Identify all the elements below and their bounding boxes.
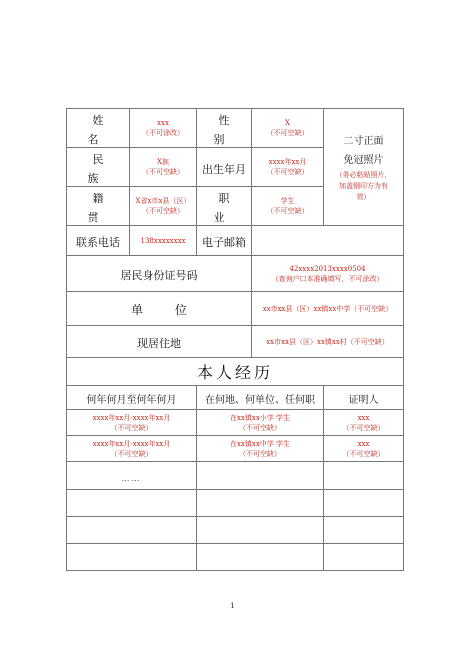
- experience-place: 在xx镇xx中学 学生: [229, 439, 291, 448]
- photo-note-line2: 加盖钢印方为有: [339, 181, 388, 190]
- experience-empty-cell[interactable]: [197, 517, 324, 544]
- experience-period: xxxx年xx月-xxxx年xx月: [92, 413, 171, 422]
- experience-empty-cell[interactable]: [197, 462, 324, 490]
- birth-label-cell: [197, 148, 252, 187]
- ethnicity-label: 民 族: [87, 153, 114, 185]
- id-label-cell: [67, 256, 252, 292]
- gender-label-cell: [197, 109, 252, 148]
- experience-period: xxxx年xx月-xxxx年xx月: [92, 439, 171, 448]
- experience-ellipsis-cell[interactable]: [67, 462, 197, 490]
- experience-empty-cell[interactable]: [324, 517, 404, 544]
- gender-value: X: [285, 119, 290, 127]
- row-name-gender: [67, 109, 404, 148]
- birth-note: （不可空缺）: [266, 168, 309, 176]
- unit-label-cell: [67, 292, 252, 326]
- row-experience-title: [67, 358, 404, 386]
- experience-title: 本人经历: [196, 363, 273, 382]
- job-value: 学生: [280, 197, 295, 205]
- address-value: xx市xx县（区）xx镇xx村（不可空缺）: [266, 337, 389, 346]
- gender-label: 性 别: [213, 114, 240, 146]
- photo-note-line3: 效）: [356, 192, 371, 201]
- experience-witness-cell[interactable]: [324, 436, 404, 462]
- experience-row-empty: [67, 517, 404, 544]
- email-label-cell: [197, 226, 252, 256]
- birth-label: 出生年月: [202, 162, 246, 176]
- photo-title-line2: 免冠照片: [343, 154, 384, 166]
- experience-empty-cell[interactable]: [324, 462, 404, 490]
- id-value-cell[interactable]: [252, 256, 404, 292]
- experience-place-note: （不可空缺）: [239, 449, 281, 458]
- experience-witness-note: （不可空缺）: [342, 423, 385, 432]
- experience-period-cell[interactable]: [67, 436, 197, 462]
- experience-empty-cell[interactable]: [197, 544, 324, 571]
- col-period-label: 何年何月至何年何月: [86, 395, 177, 406]
- experience-witness-note: （不可空缺）: [342, 449, 385, 458]
- experience-row-empty: [67, 544, 404, 571]
- job-value-cell[interactable]: [252, 187, 324, 226]
- birth-value-cell[interactable]: [252, 148, 324, 187]
- id-note: （查询户口本准确填写，不可涂改）: [271, 274, 384, 283]
- address-label-cell: [67, 326, 252, 358]
- name-note: （不可涂改）: [142, 129, 184, 137]
- unit-value: xx市xx县（区）xx镇xx中学（不可空缺）: [262, 304, 393, 313]
- email-value-cell[interactable]: [252, 226, 404, 256]
- experience-row: [67, 436, 404, 462]
- registration-form-table: [66, 108, 404, 571]
- col-period-header: [67, 386, 197, 410]
- row-address: [67, 326, 404, 358]
- experience-empty-cell[interactable]: [197, 490, 324, 517]
- job-label-cell: [197, 187, 252, 226]
- experience-empty-cell[interactable]: [67, 517, 197, 544]
- name-value-cell[interactable]: [130, 109, 197, 148]
- native-label: 籍 贯: [87, 192, 114, 224]
- address-label: 现居住地: [137, 337, 181, 350]
- row-phone-email: [67, 226, 404, 256]
- experience-row: [67, 410, 404, 436]
- gender-note: （不可空缺）: [266, 129, 309, 137]
- phone-label: 联系电话: [76, 236, 120, 249]
- experience-period-note: （不可空缺）: [110, 449, 153, 458]
- col-place-header: [197, 386, 324, 410]
- phone-value: 138xxxxxxxx: [140, 236, 186, 245]
- experience-place-note: （不可空缺）: [239, 423, 281, 432]
- experience-place-cell[interactable]: [197, 410, 324, 436]
- experience-row-empty: [67, 490, 404, 517]
- photo-cell[interactable]: [324, 109, 404, 226]
- photo-title-line1: 二寸正面: [343, 135, 384, 147]
- job-label: 职 业: [213, 192, 240, 224]
- email-label: 电子邮箱: [202, 236, 246, 249]
- page-number: 1: [230, 602, 235, 610]
- address-value-cell[interactable]: [252, 326, 404, 358]
- col-witness-label: 证明人: [348, 395, 379, 406]
- native-value-cell[interactable]: [130, 187, 197, 226]
- unit-value-cell[interactable]: [252, 292, 404, 326]
- row-unit: [67, 292, 404, 326]
- id-value: 42xxxx2013xxxx0504: [289, 264, 366, 273]
- ethnicity-label-cell: [67, 148, 130, 187]
- experience-period-cell[interactable]: [67, 410, 197, 436]
- experience-row-ellipsis: [67, 462, 404, 490]
- native-label-cell: [67, 187, 130, 226]
- ethnicity-value-cell[interactable]: [130, 148, 197, 187]
- name-label-cell: [67, 109, 130, 148]
- native-note: （不可空缺）: [142, 207, 184, 215]
- experience-place: 在xx镇xx小学 学生: [229, 413, 291, 422]
- experience-witness: xxx: [357, 413, 370, 422]
- experience-place-cell[interactable]: [197, 436, 324, 462]
- experience-empty-cell[interactable]: [324, 544, 404, 571]
- name-value: xxx: [157, 119, 169, 127]
- unit-label: 单 位: [131, 303, 201, 317]
- phone-label-cell: [67, 226, 130, 256]
- phone-value-cell[interactable]: [130, 226, 197, 256]
- gender-value-cell[interactable]: [252, 109, 324, 148]
- ellipsis-text: ……: [121, 474, 142, 483]
- birth-value: xxxx年xx月: [268, 158, 307, 166]
- experience-period-note: （不可空缺）: [110, 423, 153, 432]
- name-label: 姓 名: [87, 114, 114, 146]
- ethnicity-note: （不可空缺）: [142, 168, 184, 176]
- ethnicity-value: X族: [157, 158, 169, 166]
- experience-title-cell: [67, 358, 404, 386]
- job-note: （不可空缺）: [266, 207, 309, 215]
- experience-witness: xxx: [357, 439, 370, 448]
- col-witness-header: [324, 386, 404, 410]
- id-label: 居民身份证号码: [120, 269, 198, 282]
- experience-witness-cell[interactable]: [324, 410, 404, 436]
- photo-note-line1: （务必粘贴照片，: [335, 170, 392, 179]
- col-place-label: 在何地、何单位、任何职: [205, 395, 315, 406]
- experience-empty-cell[interactable]: [67, 490, 197, 517]
- row-id: [67, 256, 404, 292]
- experience-empty-cell[interactable]: [324, 490, 404, 517]
- row-experience-header: [67, 386, 404, 410]
- experience-empty-cell[interactable]: [67, 544, 197, 571]
- native-value: X省x市x县（区）: [135, 197, 191, 205]
